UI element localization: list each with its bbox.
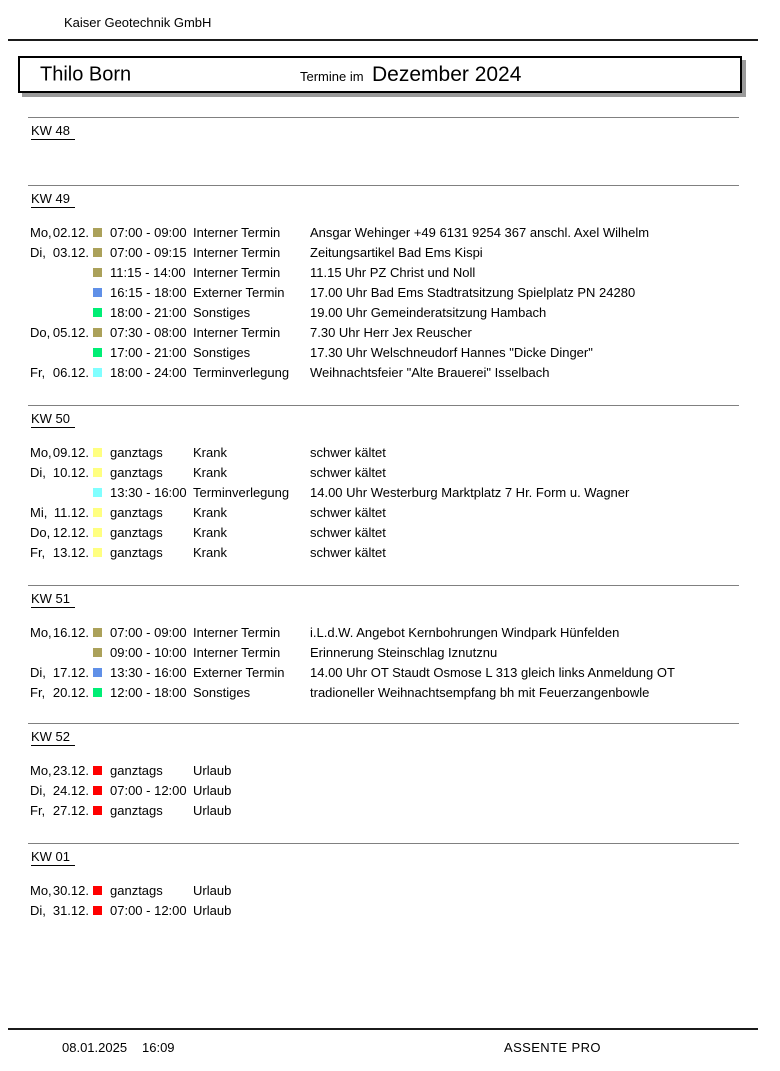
entry-day: Fr, 13.12. bbox=[30, 545, 89, 560]
entry-time: 07:00 - 12:00 bbox=[110, 903, 187, 918]
entry-category: Sonstiges bbox=[193, 685, 251, 700]
entry-day: Di, 10.12. bbox=[30, 465, 89, 480]
category-color-swatch bbox=[93, 528, 102, 537]
entry-day: Fr, 06.12. bbox=[30, 365, 89, 380]
entry-description: Erinnerung Steinschlag Iznutznu bbox=[310, 645, 498, 660]
entry-day: Mo, 09.12. bbox=[30, 445, 89, 460]
entry-day: Di, 03.12. bbox=[30, 245, 89, 260]
appointment-rows bbox=[0, 223, 780, 383]
category-color-swatch bbox=[93, 368, 102, 377]
entry-category: Interner Termin bbox=[193, 245, 281, 260]
entry-category: Urlaub bbox=[193, 883, 232, 898]
section-rule bbox=[28, 117, 739, 118]
appointment-row bbox=[0, 283, 780, 303]
category-color-swatch bbox=[93, 228, 102, 237]
category-color-swatch bbox=[93, 308, 102, 317]
entry-day: Fr, 27.12. bbox=[30, 803, 89, 818]
entry-day bbox=[30, 643, 89, 663]
entry-category: Interner Termin bbox=[193, 325, 281, 340]
section-rule bbox=[28, 585, 739, 586]
appointment-rows bbox=[0, 443, 780, 563]
appointment-row bbox=[0, 801, 780, 821]
entry-time: ganztags bbox=[110, 505, 163, 520]
footer-rule bbox=[8, 1028, 758, 1030]
section-rule bbox=[28, 185, 739, 186]
entry-description: 7.30 Uhr Herr Jex Reuscher bbox=[310, 325, 472, 340]
entry-description: schwer kältet bbox=[310, 545, 386, 560]
entry-description: Zeitungsartikel Bad Ems Kispi bbox=[310, 245, 483, 260]
entry-description: tradioneller Weihnachtsempfang bh mit Feuerzangenbowle bbox=[310, 685, 650, 700]
category-color-swatch bbox=[93, 688, 102, 697]
person-name: Thilo Born bbox=[40, 63, 132, 85]
appointment-row bbox=[0, 901, 780, 921]
entry-time: ganztags bbox=[110, 803, 163, 818]
appointment-row bbox=[0, 223, 780, 243]
entry-description: 17.00 Uhr Bad Ems Stadtratsitzung Spielplatz PN 24280 bbox=[310, 285, 636, 300]
week-label: KW 52 bbox=[31, 729, 75, 746]
entry-day: Mo, 02.12. bbox=[30, 225, 89, 240]
category-color-swatch bbox=[93, 628, 102, 637]
entry-description: schwer kältet bbox=[310, 445, 386, 460]
entry-category: Urlaub bbox=[193, 903, 232, 918]
entry-day: Di, 17.12. bbox=[30, 665, 89, 680]
appointment-rows bbox=[0, 623, 780, 703]
entry-category: Sonstiges bbox=[193, 345, 251, 360]
entry-day: Mo, 16.12. bbox=[30, 625, 89, 640]
category-color-swatch bbox=[93, 766, 102, 775]
title-prefix: Termine im bbox=[300, 69, 364, 84]
header-rule bbox=[8, 39, 758, 41]
appointment-row bbox=[0, 543, 780, 563]
entry-time: 16:15 - 18:00 bbox=[110, 285, 187, 300]
entry-category: Krank bbox=[193, 525, 227, 540]
appointment-row bbox=[0, 463, 780, 483]
entry-description: schwer kältet bbox=[310, 505, 386, 520]
entry-time: ganztags bbox=[110, 883, 163, 898]
entry-time: 07:30 - 08:00 bbox=[110, 325, 187, 340]
appointment-row bbox=[0, 663, 780, 683]
entry-time: 11:15 - 14:00 bbox=[110, 265, 186, 280]
entry-time: ganztags bbox=[110, 445, 163, 460]
entry-day bbox=[30, 303, 89, 323]
entry-category: Urlaub bbox=[193, 803, 232, 818]
week-label: KW 49 bbox=[31, 191, 75, 208]
entry-category: Krank bbox=[193, 545, 227, 560]
company-name: Kaiser Geotechnik GmbH bbox=[64, 15, 212, 30]
category-color-swatch bbox=[93, 488, 102, 497]
appointment-row bbox=[0, 243, 780, 263]
entry-time: 12:00 - 18:00 bbox=[110, 685, 187, 700]
entry-time: ganztags bbox=[110, 525, 163, 540]
category-color-swatch bbox=[93, 906, 102, 915]
entry-time: 18:00 - 24:00 bbox=[110, 365, 187, 380]
footer-date: 08.01.2025 bbox=[62, 1040, 128, 1055]
entry-time: 17:00 - 21:00 bbox=[110, 345, 187, 360]
entry-description: 14.00 Uhr Westerburg Marktplatz 7 Hr. Form u. Wagner bbox=[310, 485, 630, 500]
entry-day: Fr, 20.12. bbox=[30, 685, 89, 700]
category-color-swatch bbox=[93, 548, 102, 557]
appointment-row bbox=[0, 781, 780, 801]
appointment-row bbox=[0, 761, 780, 781]
month-title: Dezember 2024 bbox=[372, 62, 522, 86]
entry-category: Urlaub bbox=[193, 763, 232, 778]
entry-day bbox=[30, 343, 89, 363]
entry-category: Interner Termin bbox=[193, 625, 281, 640]
entry-description: 17.30 Uhr Welschneudorf Hannes "Dicke Dinger" bbox=[310, 345, 593, 360]
entry-category: Krank bbox=[193, 505, 227, 520]
entry-day bbox=[30, 263, 89, 283]
entry-category: Interner Termin bbox=[193, 265, 281, 280]
entry-day: Di, 24.12. bbox=[30, 783, 89, 798]
category-color-swatch bbox=[93, 806, 102, 815]
appointment-row bbox=[0, 503, 780, 523]
entry-day bbox=[30, 483, 89, 503]
appointment-row bbox=[0, 263, 780, 283]
category-color-swatch bbox=[93, 268, 102, 277]
entry-day: Di, 31.12. bbox=[30, 903, 89, 918]
week-label: KW 01 bbox=[31, 849, 75, 866]
appointment-rows bbox=[0, 881, 780, 921]
entry-time: 18:00 - 21:00 bbox=[110, 305, 187, 320]
entry-category: Externer Termin bbox=[193, 665, 285, 680]
entry-time: 07:00 - 09:15 bbox=[110, 245, 187, 260]
app-name: ASSENTE PRO bbox=[504, 1040, 601, 1055]
entry-category: Urlaub bbox=[193, 783, 232, 798]
entry-description: Ansgar Wehinger +49 6131 9254 367 anschl. Axel Wilhelm bbox=[310, 225, 650, 240]
appointment-row bbox=[0, 443, 780, 463]
appointment-row bbox=[0, 881, 780, 901]
section-rule bbox=[28, 843, 739, 844]
entry-description: i.L.d.W. Angebot Kernbohrungen Windpark Hünfelden bbox=[310, 625, 620, 640]
week-label: KW 50 bbox=[31, 411, 75, 428]
entry-time: 07:00 - 12:00 bbox=[110, 783, 187, 798]
entry-category: Krank bbox=[193, 465, 227, 480]
entry-time: ganztags bbox=[110, 763, 163, 778]
entry-category: Terminverlegung bbox=[193, 365, 290, 380]
entry-day: Mo, 23.12. bbox=[30, 763, 89, 778]
section-rule bbox=[28, 723, 739, 724]
week-label: KW 51 bbox=[31, 591, 75, 608]
category-color-swatch bbox=[93, 248, 102, 257]
entry-description: 11.15 Uhr PZ Christ und Noll bbox=[310, 265, 476, 280]
category-color-swatch bbox=[93, 288, 102, 297]
entry-category: Krank bbox=[193, 445, 227, 460]
entry-description: 14.00 Uhr OT Staudt Osmose L 313 gleich links Anmeldung OT bbox=[310, 665, 675, 680]
category-color-swatch bbox=[93, 668, 102, 677]
footer-time: 16:09 bbox=[142, 1040, 175, 1055]
section-rule bbox=[28, 405, 739, 406]
entry-description: 19.00 Uhr Gemeinderatsitzung Hambach bbox=[310, 305, 547, 320]
category-color-swatch bbox=[93, 786, 102, 795]
entry-day: Do, 05.12. bbox=[30, 325, 89, 340]
entry-time: 13:30 - 16:00 bbox=[110, 485, 187, 500]
category-color-swatch bbox=[93, 468, 102, 477]
week-label: KW 48 bbox=[31, 123, 75, 140]
appointment-row bbox=[0, 363, 780, 383]
appointment-rows bbox=[0, 761, 780, 821]
entry-category: Sonstiges bbox=[193, 305, 251, 320]
entry-day bbox=[30, 283, 89, 303]
appointment-row bbox=[0, 643, 780, 663]
entry-description: schwer kältet bbox=[310, 525, 386, 540]
entry-description: schwer kältet bbox=[310, 465, 386, 480]
entry-category: Interner Termin bbox=[193, 225, 281, 240]
entry-day: Do, 12.12. bbox=[30, 525, 89, 540]
appointment-row bbox=[0, 483, 780, 503]
entry-category: Terminverlegung bbox=[193, 485, 290, 500]
entry-time: 07:00 - 09:00 bbox=[110, 225, 187, 240]
entry-time: ganztags bbox=[110, 465, 163, 480]
appointment-row bbox=[0, 323, 780, 343]
entry-time: 07:00 - 09:00 bbox=[110, 625, 187, 640]
category-color-swatch bbox=[93, 508, 102, 517]
report-title-box bbox=[18, 56, 742, 93]
appointment-row bbox=[0, 683, 780, 703]
appointment-row bbox=[0, 303, 780, 323]
category-color-swatch bbox=[93, 348, 102, 357]
entry-day: Mo, 30.12. bbox=[30, 883, 89, 898]
entry-description: Weihnachtsfeier "Alte Brauerei" Isselbach bbox=[310, 365, 550, 380]
entry-time: ganztags bbox=[110, 545, 163, 560]
entry-time: 09:00 - 10:00 bbox=[110, 645, 187, 660]
category-color-swatch bbox=[93, 448, 102, 457]
category-color-swatch bbox=[93, 328, 102, 337]
appointment-row bbox=[0, 343, 780, 363]
appointment-row bbox=[0, 523, 780, 543]
entry-day: Mi, 11.12. bbox=[30, 505, 89, 520]
entry-time: 13:30 - 16:00 bbox=[110, 665, 187, 680]
category-color-swatch bbox=[93, 886, 102, 895]
entry-category: Externer Termin bbox=[193, 285, 285, 300]
entry-category: Interner Termin bbox=[193, 645, 281, 660]
appointment-row bbox=[0, 623, 780, 643]
category-color-swatch bbox=[93, 648, 102, 657]
